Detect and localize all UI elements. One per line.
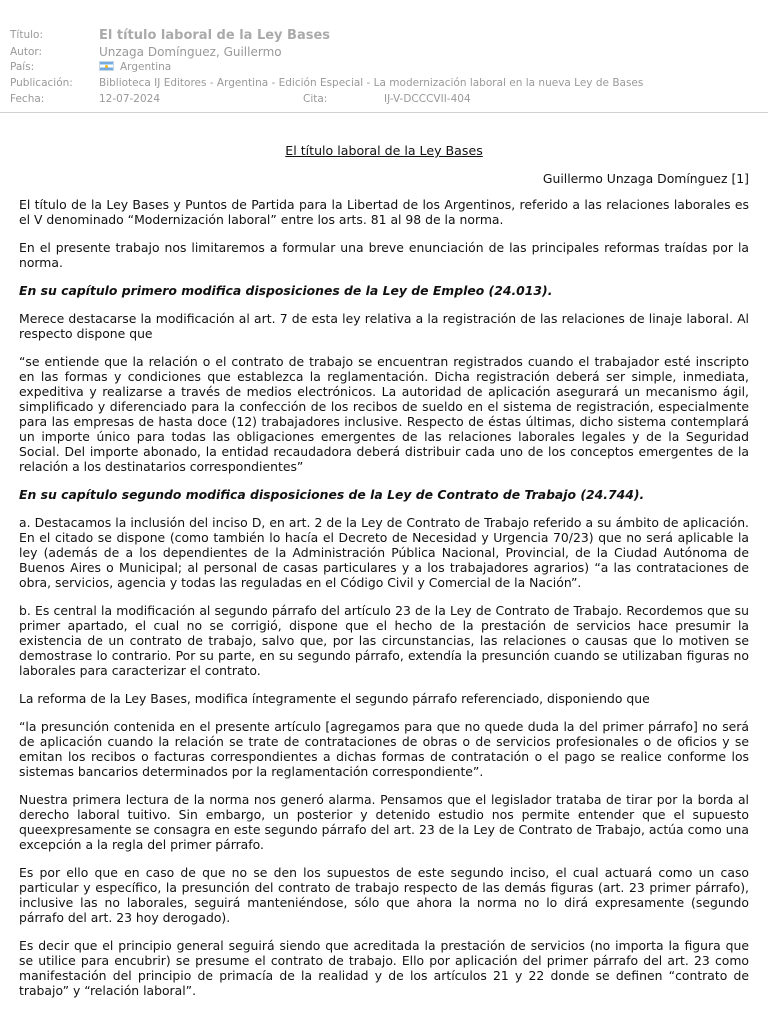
meta-country-label: País:	[10, 61, 35, 73]
body-paragraph: El título de la Ley Bases y Puntos de Partida para la Libertad de los Argentinos, referido a las relaciones laborales es el V denominado “Modernización laboral” entre los arts. 81 al 98 de la norma.	[19, 197, 749, 227]
meta-publication-value: Biblioteca IJ Editores - Argentina - Edición Especial - La modernización laboral en la nueva Ley de Bases	[99, 77, 644, 89]
body-paragraph: “se entiende que la relación o el contrato de trabajo se encuentran registrados cuando el trabajador esté inscripto en las formas y condiciones que establezca la reglamentación. Dicha registración deberá ser simple, inmediata, expeditiva y realizarse a través de medios electrónicos. La autoridad de aplicación asegurará un mecanismo ágil, simplificado y diferenciado para la confección de los recibos de sueldo en el sistema de registración, especialmente para las empresas de hasta doce (12) trabajadores inclusive. Respecto de éstas últimas, dicho sistema contemplará un importe único para todas las obligaciones emergentes de las relaciones laborales legales y de la Seguridad Social. Del importe abonado, la entidad recaudadora deberá distribuir cada uno de los conceptos emergentes de la relación a los destinatarios correspondientes”	[19, 354, 749, 474]
document-body	[19, 112, 749, 1011]
section-heading: En su capítulo segundo modifica disposiciones de la Ley de Contrato de Trabajo (24.744).	[19, 487, 645, 502]
body-paragraph: Nuestra primera lectura de la norma nos generó alarma. Pensamos que el legislador trataba de tirar por la borda al derecho laboral tuitivo. Sin embargo, un posterior y detenido estudio nos permite entender que el supuesto queexpresamente se consagra en este segundo párrafo del art. 23 de la Ley de Contrato de Trabajo, actúa como una excepción a la regla del primer párrafo.	[19, 792, 749, 852]
meta-country-name: Argentina	[120, 61, 172, 73]
body-paragraph: Es por ello que en caso de que no se den los supuestos de este segundo inciso, el cual actuará como un caso particular y específico, la presunción del contrato de trabajo respecto de las demás figuras (art. 23 primer párrafo), inclusive las no laborales, seguirá manteniéndose, sólo que ahora la norma no lo dirá expresamente (segundo párrafo del art. 23 hoy derogado).	[19, 865, 749, 925]
meta-cita-value: IJ-V-DCCCVII-404	[384, 93, 471, 105]
meta-title-label: Título:	[10, 29, 43, 41]
document-title: El título laboral de la Ley Bases	[285, 143, 483, 158]
meta-author-label: Autor:	[10, 46, 43, 58]
document-author-line: Guillermo Unzaga Domínguez [1]	[542, 171, 749, 186]
body-paragraph: En el presente trabajo nos limitaremos a formular una breve enunciación de las principales reformas traídas por la norma.	[19, 240, 749, 270]
section-heading: En su capítulo primero modifica disposiciones de la Ley de Empleo (24.013).	[19, 283, 553, 298]
body-paragraph: “la presunción contenida en el presente artículo [agregamos para que no quede duda la del primer párrafo] no será de aplicación cuando la relación se trate de contrataciones de obras o de servicios profesionales o de oficios y se emitan los recibos o facturas correspondientes a dichas formas de contratación o el pago se realice conforme los sistemas bancarios determinados por la reglamentación correspondiente”.	[19, 719, 749, 779]
body-paragraph: La reforma de la Ley Bases, modifica íntegramente el segundo párrafo referenciado, disponiendo que	[19, 691, 650, 706]
body-paragraph: a. Destacamos la inclusión del inciso D, en art. 2 de la Ley de Contrato de Trabajo referido a su ámbito de aplicación. En el citado se dispone (como también lo hacía el Decreto de Necesidad y Urgencia 70/23) que no será aplicable la ley (además de a los dependientes de la Administración Pública Nacional, Provincial, de la Ciudad Autónoma de Buenos Aires o Municipal; al personal de casas particulares y a los trabajadores agrarios) “a las contrataciones de obra, servicios, agencia y todas las reguladas en el Código Civil y Comercial de la Nación”.	[19, 515, 749, 590]
body-paragraph: b. Es central la modificación al segundo párrafo del artículo 23 de la Ley de Contrato de Trabajo. Recordemos que su primer apartado, el cual no se corrigió, dispone que el hecho de la prestación de servicios hace presumir la existencia de un contrato de trabajo, salvo que, por las circunstancias, las relaciones o causas que lo motiven se demostrase lo contrario. Por su parte, en su segundo párrafo, extendía la presunción cuando se utilizaban figuras no laborales para caracterizar el contrato.	[19, 603, 749, 678]
document-paragraphs	[19, 197, 749, 998]
meta-title-value: El título laboral de la Ley Bases	[99, 28, 331, 43]
meta-country-value	[99, 61, 171, 73]
meta-publication-label: Publicación:	[10, 77, 73, 89]
body-paragraph: Merece destacarse la modificación al art. 7 de esta ley relativa a la registración de las relaciones de linaje laboral. Al respecto dispone que	[19, 311, 749, 341]
meta-cita-label: Cita:	[303, 93, 328, 105]
argentina-flag-icon	[99, 61, 114, 71]
body-paragraph: Es decir que el principio general seguirá siendo que acreditada la prestación de servicios (no importa la figura que se utilice para encubrir) se presume el contrato de trabajo. Ello por aplicación del primer párrafo del art. 23 como manifestación del principio de primacía de la realidad y de los artículos 21 y 22 donde se definen “contrato de trabajo” y “relación laboral”.	[19, 938, 749, 998]
meta-author-value: Unzaga Domínguez, Guillermo	[99, 45, 282, 59]
meta-date-label: Fecha:	[10, 93, 45, 105]
document-metadata-header	[0, 0, 768, 113]
meta-date-value: 12-07-2024	[99, 93, 161, 105]
